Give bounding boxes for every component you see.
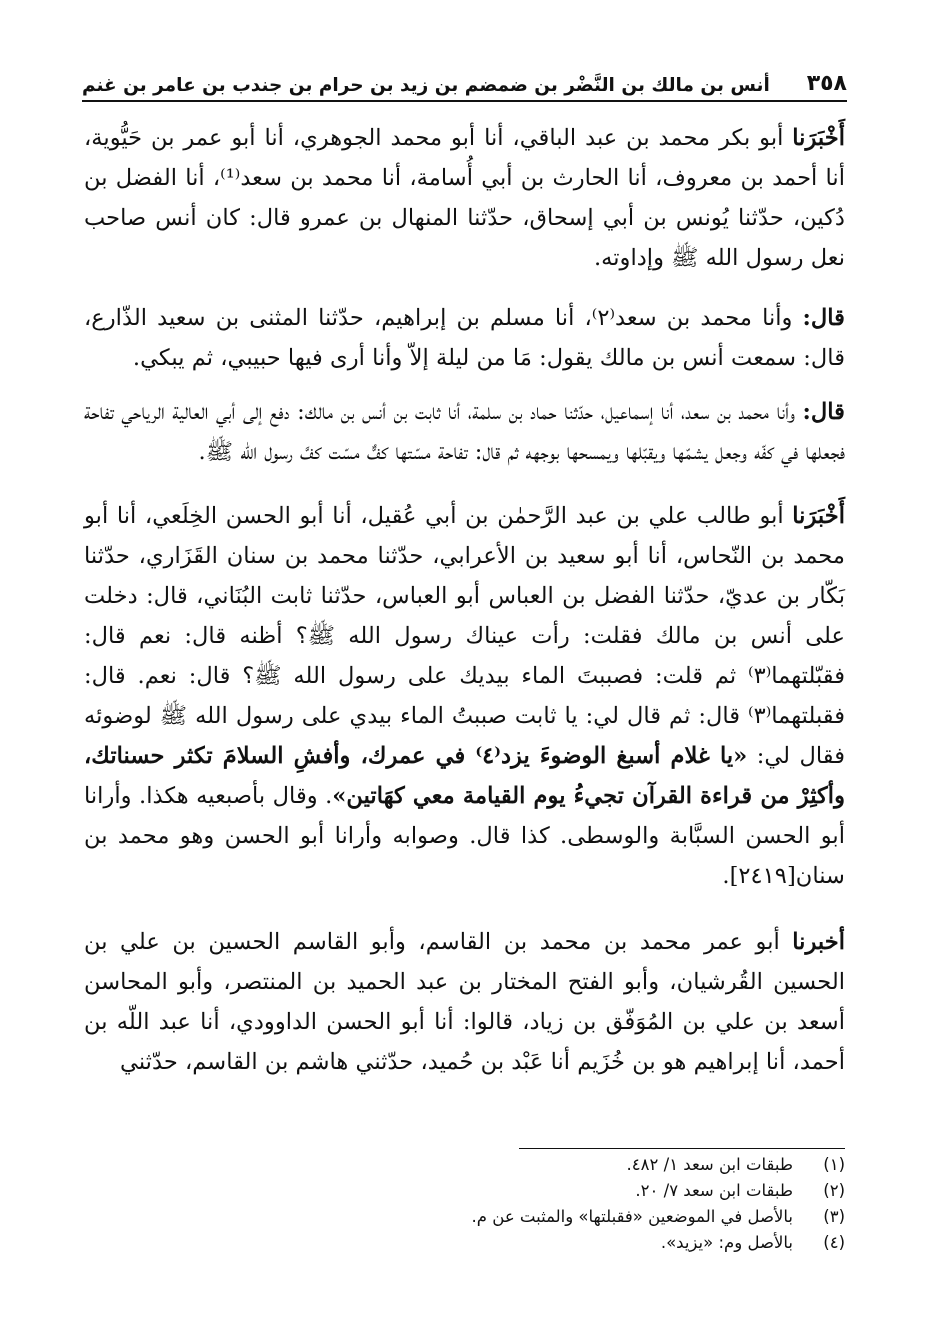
paragraph-1 bbox=[84, 118, 845, 278]
paragraph-lead: أَخْبَرَنا bbox=[792, 125, 845, 151]
running-title: أنس بن مالك بن النَّضْر بن ضمضم بن زيد بن حرام بن جندب بن عامر بن غنم bbox=[82, 75, 770, 96]
paragraph-lead: قال: bbox=[802, 305, 845, 331]
footnote-number: (٤) bbox=[823, 1233, 845, 1252]
paragraph-lead: قال: bbox=[802, 399, 845, 425]
paragraph-text-continued: . وقال بأصبعيه هكذا. وأرانا أبو الحسن السبَّابة والوسطى. كذا قال. وصوابه وأرانا أبو الحسن وهو محمد بن سنان[٢٤١٩]. bbox=[84, 783, 845, 889]
footnote-text: بالأصل وم: «يزيد». bbox=[660, 1233, 793, 1252]
header-rule bbox=[82, 100, 847, 102]
footnote bbox=[400, 1204, 845, 1230]
footnote-number: (٣) bbox=[823, 1207, 845, 1226]
footnote-number: (١) bbox=[823, 1155, 845, 1174]
page-number: ٣٥٨ bbox=[806, 71, 847, 96]
footnote-number: (٢) bbox=[823, 1181, 845, 1200]
paragraph-text: أبو بكر محمد بن عبد الباقي، أنا أبو محمد الجوهري، أنا أبو عمر بن حَيُّوية، أنا أحمد بن معروف، أنا الحارث بن أبي أُسامة، أنا محمد بن سعد⁽¹⁾، أنا الفضل بن دُكين، حدّثنا يُونس بن أبي إسحاق، حدّثنا المنهال بن عمرو قال: كان أنس صاحب نعل رسول الله ﷺ وإداوته. bbox=[84, 125, 845, 271]
paragraph-2 bbox=[84, 298, 845, 378]
paragraph-3 bbox=[84, 392, 845, 472]
paragraph-text: وأنا محمد بن سعد، أنا إسماعيل، حدّثنا حماد بن سلمة، أنا ثابت بن أنس بن مالك: دفع إلى أبي العالية الرياحي تفاحة فجعلها في كفّه وجعل يشمّها ويقبّلها ويمسحها بوجهه ثم قال: تفاحة مسّتها كفٌّ مسّت كفَّ رسول الله ﷺ. bbox=[84, 399, 845, 465]
footnote bbox=[400, 1152, 845, 1178]
footnote-text: طبقات ابن سعد ١/ ٤٨٢. bbox=[626, 1155, 793, 1174]
paragraph-text: وأنا محمد بن سعد⁽٢⁾، أنا مسلم بن إبراهيم، حدّثنا المثنى بن سعيد الذّارع، قال: سمعت أنس بن مالك يقول: مَا من ليلة إلاّ وأنا أرى فيها حبيبي، ثم يبكي. bbox=[84, 305, 845, 371]
footnote bbox=[400, 1178, 845, 1204]
main-text bbox=[84, 118, 845, 1082]
paragraph-lead: أخبرنا bbox=[792, 929, 845, 955]
footnote-text: طبقات ابن سعد ٧/ ٢٠. bbox=[635, 1181, 793, 1200]
hadith-quote: «يا غلام أسبغ الوضوءَ يزد⁽٤⁾ في عمرك، وأفشِ السلامَ تكثر حسناتك، وأكثِرْ من قراءة القرآن تجيءُ يوم القيامة معي كهَاتين» bbox=[84, 743, 845, 809]
paragraph-text: أبو عمر محمد بن محمد بن القاسم، وأبو القاسم الحسين بن علي بن الحسين القُرشيان، وأبو الفتح المختار بن عبد الحميد بن المنتصر، وأبو المحاسن أسعد بن علي بن المُوَفّق بن زياد، قالوا: أنا أبو الحسن الداوودي، أنا عبد اللّه بن أحمد، أنا إبراهيم هو بن خُزَيم أنا عَبْد بن حُميد، حدّثني هاشم بن القاسم، حدّثني bbox=[84, 929, 845, 1075]
paragraph-4 bbox=[84, 496, 845, 896]
footnote bbox=[400, 1230, 845, 1256]
footnotes bbox=[400, 1152, 845, 1256]
paragraph-5 bbox=[84, 922, 845, 1082]
footnote-rule bbox=[519, 1148, 845, 1149]
footnote-text: بالأصل في الموضعين «فقبلتها» والمثبت عن م. bbox=[471, 1207, 793, 1226]
paragraph-text: أبو طالب علي بن عبد الرَّحمٰن بن أبي عُقيل، أنا أبو الحسن الخِلَعي، أنا أبو محمد بن النّحاس، أنا أبو سعيد بن الأعرابي، حدّثنا محمد بن سنان القَزَاري، حدّثنا بَكّار بن عديّ، حدّثنا الفضل بن العباس أبو العباس، حدّثنا ثابت البُنَاني، قال: دخلت على أنس بن مالك فقلت: رأت عيناك رسول الله ﷺ؟ أظنه قال: نعم قال: فقبّلتهما⁽٣⁾ ثم قلت: فصببتَ الماء بيديك على رسول الله ﷺ؟ قال: نعم. قال: فقبلتهما⁽٣⁾ قال: ثم قال لي: يا ثابت صببتُ الماء بيدي على رسول الله ﷺ لوضوئه فقال لي: bbox=[84, 503, 846, 769]
running-header bbox=[82, 58, 847, 96]
paragraph-lead: أَخْبَرَنا bbox=[792, 503, 845, 529]
